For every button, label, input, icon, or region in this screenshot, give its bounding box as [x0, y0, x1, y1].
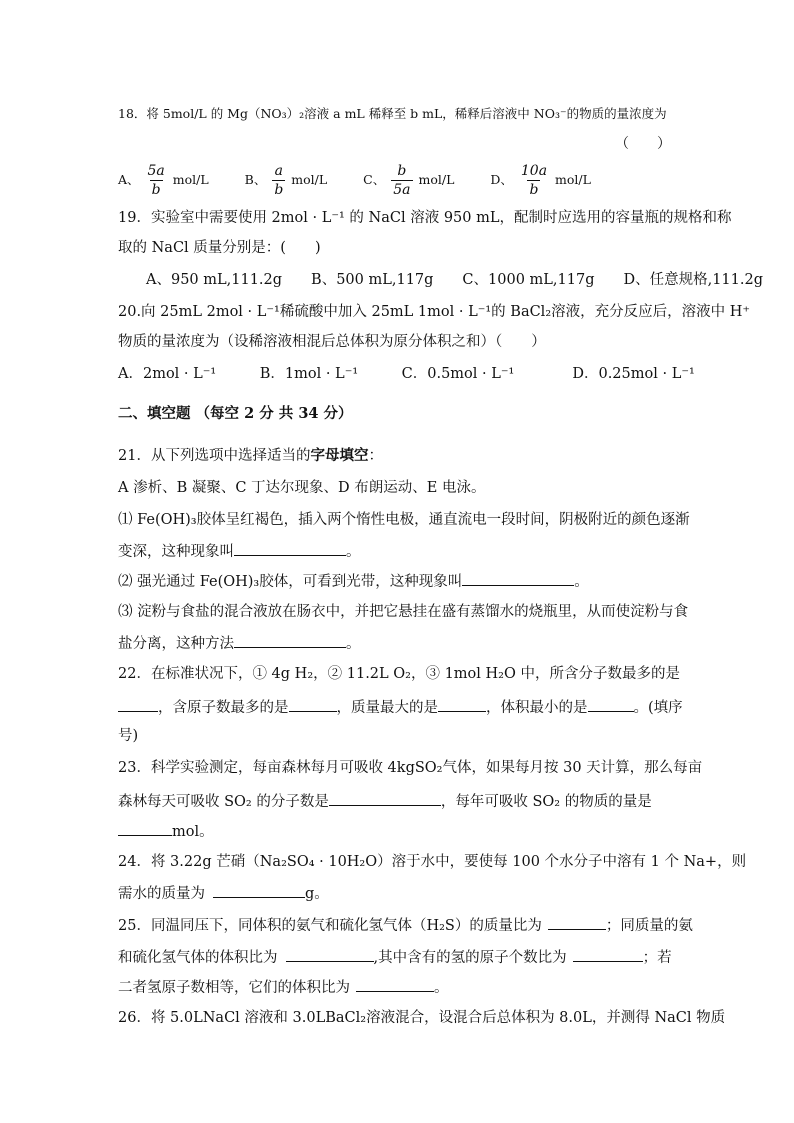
- q21-intro-emphasis: 字母填空: [310, 447, 369, 464]
- denominator: 5a: [393, 181, 411, 198]
- fraction: [146, 164, 167, 197]
- answer-blank[interactable]: [234, 632, 346, 648]
- text: 。: [346, 544, 361, 560]
- text: 变深，这种现象叫: [118, 544, 234, 560]
- q18-option-d: [490, 164, 591, 197]
- q22-line1: 22．在标准状况下，① 4g H₂，② 11.2L O₂，③ 1mol H₂O 中，所含分子数最多的是: [118, 666, 680, 682]
- q23-line1: 23．科学实验测定，每亩森林每月可吸收 4kgSO₂气体，如果每月按 30 天计算，那么每亩: [118, 760, 703, 776]
- q18-option-a: [118, 164, 209, 197]
- text: ⑵ 强光通过 Fe(OH)₃胶体，可看到光带，这种现象叫: [118, 574, 463, 590]
- unit: mol/L: [555, 171, 591, 187]
- numerator: b: [397, 162, 407, 179]
- text: 25．同温同压下，同体积的氨气和硫化氢气体（H₂S）的质量比为: [118, 918, 542, 934]
- text: 。(填序: [633, 700, 683, 716]
- text: ,其中含有的氢的原子个数比为: [373, 950, 567, 966]
- text: 。: [346, 636, 361, 652]
- numerator: a: [274, 162, 283, 179]
- q24-line1: 24．将 3.22g 芒硝（Na₂SO₄ · 10H₂O）溶于水中，要使每 100 个水分子中溶有 1 个 Na+，则: [118, 854, 747, 870]
- option-label: A、: [118, 171, 140, 187]
- q21-part3-line1: ⑶ 淀粉与食盐的混合液放在肠衣中，并把它悬挂在盛有蒸馏水的烧瓶里，从而使淀粉与食: [118, 604, 689, 620]
- numerator: 10a: [520, 162, 548, 179]
- q19-stem-line2: 取的 NaCl 质量分别是：( ): [118, 240, 321, 256]
- q23-line3: [118, 820, 214, 842]
- text: ，每年可吸收 SO₂ 的物质的量是: [440, 794, 652, 810]
- answer-blank[interactable]: [438, 696, 486, 712]
- option-label: B、: [244, 171, 267, 187]
- denominator: b: [274, 181, 284, 198]
- section-title: 二、填空题 （每空 2 分 共 34 分）: [118, 405, 353, 422]
- q23-line2: [118, 790, 652, 812]
- q21-part1-line1: ⑴ Fe(OH)₃胶体呈红褐色，插入两个惰性电极，通直流电一段时间，阴极附近的颜色逐渐: [118, 512, 690, 528]
- q21-part2: [118, 570, 589, 592]
- q21-intro-colon: ：: [368, 448, 383, 464]
- text: g。: [305, 886, 329, 902]
- q21-part1-line2: [118, 540, 361, 562]
- q21-intro-text: 21．从下列选项中选择适当的: [118, 448, 311, 464]
- q24-line2: [118, 882, 329, 904]
- unit: mol/L: [291, 171, 328, 187]
- denominator: b: [151, 181, 161, 198]
- answer-blank[interactable]: [548, 914, 606, 930]
- text: 。: [574, 574, 589, 590]
- answer-blank[interactable]: [462, 570, 574, 586]
- text: 。: [434, 980, 449, 996]
- answer-blank[interactable]: [118, 820, 172, 836]
- answer-blank[interactable]: [289, 696, 337, 712]
- text: ；同质量的氨: [605, 918, 693, 934]
- q25-line1: [118, 914, 693, 936]
- option-label: D、: [490, 171, 513, 187]
- answer-blank[interactable]: [588, 696, 634, 712]
- fraction: [391, 164, 412, 197]
- text: ，含原子数最多的是: [158, 700, 289, 716]
- q25-line2: [118, 946, 672, 968]
- text: 二者氢原子数相等，它们的体积比为: [118, 980, 350, 996]
- q20-options: A．2mol · L⁻¹ B．1mol · L⁻¹ C．0.5mol · L⁻¹ D．0.25mol · L⁻¹: [118, 366, 695, 382]
- answer-blank[interactable]: [234, 540, 346, 556]
- text: ；若: [642, 950, 672, 966]
- q19-stem-line1: 19．实验室中需要使用 2mol · L⁻¹ 的 NaCl 溶液 950 mL，配制时应选用的容量瓶的规格和称: [118, 210, 732, 226]
- q18-option-c: [363, 164, 454, 197]
- q18-option-b: [245, 164, 328, 197]
- unit: mol/L: [418, 171, 455, 187]
- q21-part3-line2: [118, 632, 361, 654]
- q21-intro: [118, 446, 383, 466]
- text: 需水的质量为: [118, 886, 205, 902]
- q22-line3: 号): [118, 728, 139, 744]
- denominator: b: [529, 181, 539, 198]
- answer-blank[interactable]: [118, 696, 158, 712]
- answer-blank[interactable]: [329, 790, 441, 806]
- text: 盐分离，这种方法: [118, 636, 234, 652]
- q22-line2: [118, 696, 683, 718]
- text: ，质量最大的是: [336, 700, 438, 716]
- q26-line1: 26．将 5.0LNaCl 溶液和 3.0LBaCl₂溶液混合，设混合后总体积为 8.0L，并测得 NaCl 物质: [118, 1010, 726, 1026]
- fraction: [272, 164, 285, 197]
- q25-line3: [118, 976, 449, 998]
- answer-blank[interactable]: [356, 976, 434, 992]
- text: 森林每天可吸收 SO₂ 的分子数是: [118, 794, 329, 810]
- fraction: [519, 164, 549, 197]
- q18-answer-paren: （ ）: [615, 136, 671, 152]
- option-label: C、: [363, 171, 386, 187]
- unit: mol/L: [172, 171, 209, 187]
- answer-blank[interactable]: [286, 946, 374, 962]
- text: mol。: [172, 824, 214, 840]
- q20-stem-line1: 20.向 25mL 2mol · L⁻¹稀硫酸中加入 25mL 1mol · L⁻¹的 BaCl₂溶液，充分反应后，溶液中 H⁺: [118, 304, 751, 320]
- q21-options: A 渗析、B 凝聚、C 丁达尔现象、D 布朗运动、E 电泳。: [118, 480, 486, 496]
- text: ，体积最小的是: [486, 700, 588, 716]
- q18-stem: 18．将 5mol/L 的 Mg（NO₃）₂溶液 a mL 稀释至 b mL，稀释后溶液中 NO₃⁻的物质的量浓度为: [118, 106, 667, 121]
- text: 和硫化氢气体的体积比为: [118, 950, 278, 966]
- answer-blank[interactable]: [573, 946, 643, 962]
- answer-blank[interactable]: [213, 882, 305, 898]
- numerator: 5a: [147, 162, 165, 179]
- q20-stem-line2: 物质的量浓度为（设稀溶液相混后总体积为原分体积之和）（ ）: [118, 334, 546, 350]
- q18-options: [118, 158, 591, 202]
- q19-options: A、950 mL,111.2g B、500 mL,117g C、1000 mL,117g D、任意规格,111.2g: [146, 272, 763, 288]
